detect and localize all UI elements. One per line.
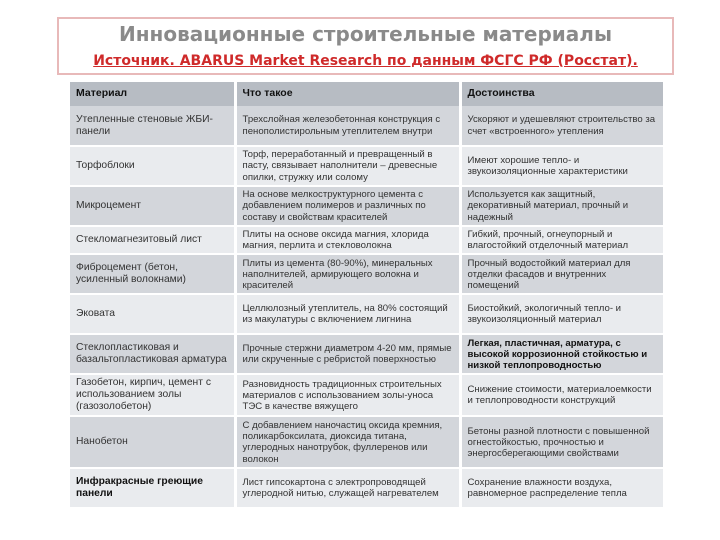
advantages-cell: Имеют хорошие тепло- и звукоизоляционные характеристики [460, 146, 664, 186]
material-cell: Нанобетон [70, 416, 235, 468]
table-row [70, 226, 664, 254]
material-cell: Стеклопластиковая и базальтопластиковая арматура [70, 334, 235, 374]
material-cell: Торфоблоки [70, 146, 235, 186]
description-cell: Трехслойная железобетонная конструкция с пенополистирольным утеплителем внутри [235, 106, 460, 146]
table-row [70, 374, 664, 416]
material-cell: Эковата [70, 294, 235, 334]
table-row [70, 254, 664, 294]
advantages-cell: Используется как защитный, декоративный материал, прочный и надежный [460, 186, 664, 226]
description-cell: Плиты из цемента (80-90%), минеральных наполнителей, армирующего волокна и красителей [235, 254, 460, 294]
advantages-cell: Гибкий, прочный, огнеупорный и влагостойкий отделочный материал [460, 226, 664, 254]
material-cell: Инфракрасные греющие панели [70, 468, 235, 508]
description-cell: Целлюлозный утеплитель, на 80% состоящий из макулатуры с включением лигнина [235, 294, 460, 334]
table-row [70, 106, 664, 146]
description-cell: Прочные стержни диаметром 4-20 мм, прямые или скрученные с ребристой поверхностью [235, 334, 460, 374]
table-row [70, 334, 664, 374]
column-header-what: Что такое [235, 82, 460, 106]
column-header-advantages: Достоинства [460, 82, 664, 106]
description-cell: Торф, переработанный и превращенный в пасту, связывает наполнители – древесные опилки, стружку или солому [235, 146, 460, 186]
description-cell: Плиты на основе оксида магния, хлорида магния, перлита и стекловолокна [235, 226, 460, 254]
material-cell: Фиброцемент (бетон, усиленный волокнами) [70, 254, 235, 294]
advantages-cell: Сохранение влажности воздуха, равномерное распределение тепла [460, 468, 664, 508]
advantages-cell: Бетоны разной плотности с повышенной огнестойкостью, прочностью и энергосберегающими свойствами [460, 416, 664, 468]
table-row [70, 186, 664, 226]
advantages-cell: Биостойкий, экологичный тепло- и звукоизоляционный материал [460, 294, 664, 334]
materials-table [70, 82, 666, 509]
description-cell: Разновидность традиционных строительных материалов с использованием золы-уноса ТЭС в качестве вяжущего [235, 374, 460, 416]
advantages-cell: Легкая, пластичная, арматура, с высокой коррозионной стойкостью и низкой теплопроводностью [460, 334, 664, 374]
advantages-cell: Снижение стоимости, материалоемкости и теплопроводности конструкций [460, 374, 664, 416]
material-cell: Стекломагнезитовый лист [70, 226, 235, 254]
advantages-cell: Ускоряют и удешевляют строительство за счет «встроенного» утепления [460, 106, 664, 146]
material-cell: Газобетон, кирпич, цемент с использованием золы (газозолобетон) [70, 374, 235, 416]
advantages-cell: Прочный водостойкий материал для отделки фасадов и внутренних помещений [460, 254, 664, 294]
table-row [70, 294, 664, 334]
table-row [70, 146, 664, 186]
description-cell: Лист гипсокартона с электропроводящей углеродной нитью, служащей нагревателем [235, 468, 460, 508]
title-box [57, 17, 674, 75]
description-cell: С добавлением наночастиц оксида кремния, поликарбоксилата, диоксида титана, углеродных нанотрубок, фуллеренов или волокон [235, 416, 460, 468]
slide-title: Инновационные строительные материалы [118, 22, 613, 46]
table-row [70, 468, 664, 508]
column-header-material: Материал [70, 82, 235, 106]
material-cell: Микроцемент [70, 186, 235, 226]
source-note: Источник. ABARUS Market Research по данным ФСГС РФ (Росстат). [93, 53, 638, 69]
table-header-row [70, 82, 664, 106]
table-row [70, 416, 664, 468]
material-cell: Утепленные стеновые ЖБИ-панели [70, 106, 235, 146]
description-cell: На основе мелкоструктурного цемента с добавлением полимеров и различных по составу и свойствам красителей [235, 186, 460, 226]
